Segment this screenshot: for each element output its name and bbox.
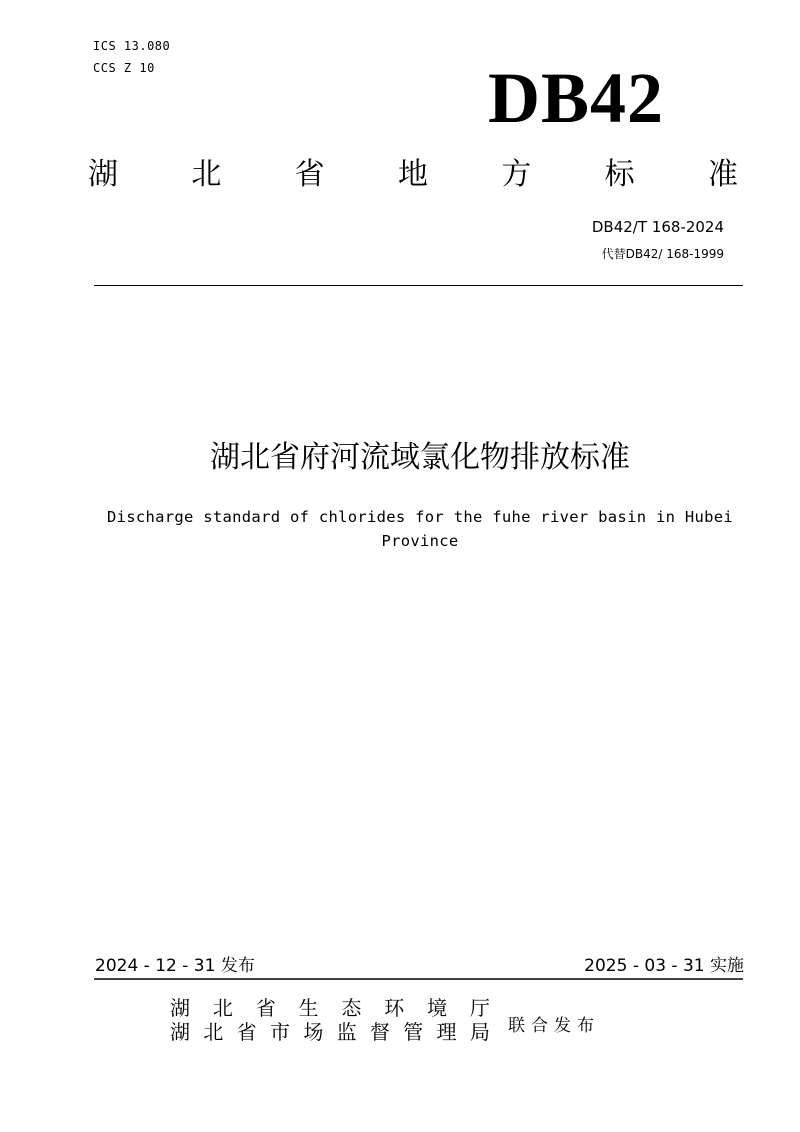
standard-type-char: 方 [501, 157, 532, 192]
standard-type [88, 156, 738, 194]
standard-type-char: 地 [397, 157, 428, 192]
joint-release: 联合发布 [508, 1016, 600, 1036]
standard-type-char: 省 [294, 157, 325, 192]
issuer-char: 场 [303, 1020, 324, 1044]
standard-type-char: 标 [604, 157, 635, 192]
issuer-char: 境 [427, 996, 448, 1020]
standard-type-char: 北 [191, 157, 222, 192]
issuers [170, 996, 490, 1044]
db42-logo: DB42 [488, 58, 665, 138]
issuer-char: 北 [203, 1020, 224, 1044]
ics-code: ICS 13.080 [93, 39, 171, 53]
replaces-standard: 代替DB42/ 168-1999 [601, 247, 724, 261]
issuer-char: 态 [341, 996, 362, 1020]
standard-type-char: 湖 [88, 157, 118, 192]
issuer-char: 管 [403, 1020, 424, 1044]
issuer-char: 厅 [469, 996, 490, 1020]
issuer-char: 湖 [170, 1020, 190, 1044]
issuer-char: 监 [336, 1020, 357, 1044]
issuer-char: 生 [298, 996, 319, 1020]
issuer-char: 局 [469, 1020, 490, 1044]
title-en-line: Province [381, 532, 459, 550]
implement-date: 2025 - 03 - 31 实施 [584, 956, 744, 976]
issuer-char: 省 [255, 996, 276, 1020]
issuer-char: 北 [212, 996, 233, 1020]
issuer-ecology-dept [170, 996, 490, 1020]
title-en-line: Discharge standard of chlorides for the fuhe river basin in Hubei [106, 508, 734, 526]
document-title: 湖北省府河流域氯化物排放标准 [210, 440, 630, 475]
issuer-char: 督 [369, 1020, 390, 1044]
header-divider [94, 285, 743, 286]
issuer-market-bureau [170, 1020, 490, 1044]
issuer-char: 市 [269, 1020, 290, 1044]
issuer-char: 环 [384, 996, 405, 1020]
issue-date: 2024 - 12 - 31 发布 [95, 956, 255, 976]
issuer-char: 省 [236, 1020, 257, 1044]
document-title-en [100, 505, 740, 553]
issuer-char: 湖 [170, 996, 190, 1020]
standard-number: DB42/T 168-2024 [591, 218, 724, 236]
footer-divider [94, 978, 743, 980]
ccs-code: CCS Z 10 [93, 61, 155, 75]
issuer-char: 理 [436, 1020, 457, 1044]
standard-type-char: 准 [707, 157, 738, 192]
